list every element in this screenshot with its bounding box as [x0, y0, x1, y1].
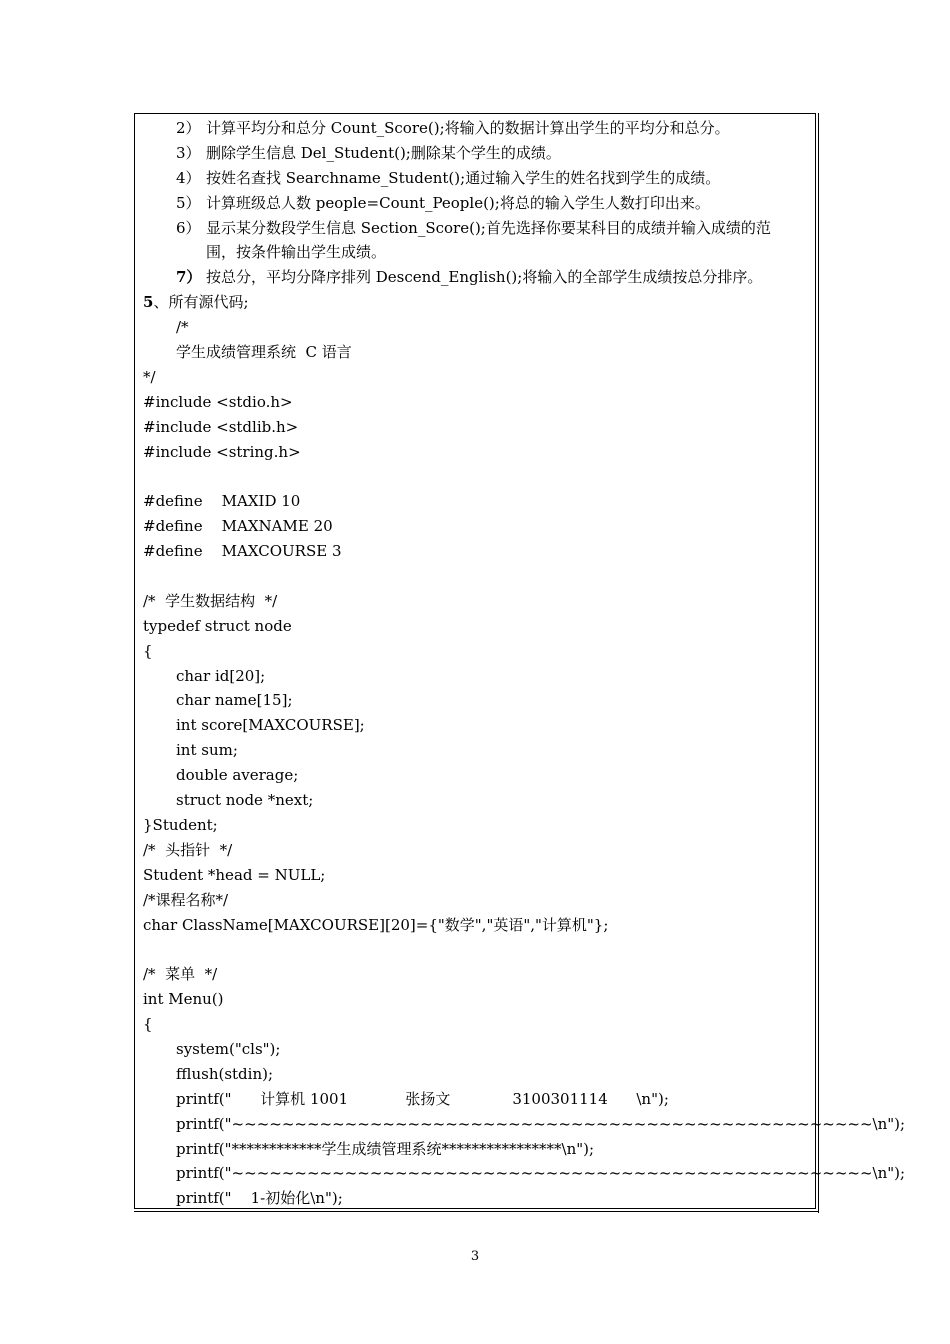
code-line: int Menu() — [143, 990, 224, 1009]
code-line: /*课程名称*/ — [143, 890, 229, 909]
code-line: 学生成绩管理系统 C 语言 — [176, 343, 352, 362]
code-line: }Student; — [143, 815, 218, 834]
code-line: int sum; — [176, 741, 238, 760]
code-line: char name[15]; — [176, 691, 293, 710]
code-line: #include <string.h> — [143, 442, 301, 461]
code-line: /* 头指针 */ — [143, 840, 233, 859]
code-line: #define MAXID 10 — [143, 492, 301, 511]
code-line: int score[MAXCOURSE]; — [176, 716, 365, 735]
code-line: */ — [143, 367, 156, 386]
code-line: /* 菜单 */ — [143, 965, 218, 984]
list-item: 6） 显示某分数段学生信息 Section_Score();首先选择你要某科目的成绩并输入成绩的范 — [176, 218, 771, 237]
code-line: Student *head = NULL; — [143, 865, 326, 884]
code-line: #include <stdio.h> — [143, 392, 293, 411]
section-heading: 5、所有源代码; — [143, 293, 249, 312]
list-item-continuation: 围，按条件输出学生成绩。 — [206, 243, 387, 262]
list-item: 2） 计算平均分和总分 Count_Score();将输入的数据计算出学生的平均分和总分。 — [176, 119, 730, 137]
code-line: printf(" 1-初始化\n"); — [176, 1189, 343, 1208]
code-line: #define MAXNAME 20 — [143, 517, 333, 536]
code-line: printf("************学生成绩管理系统****************\n"); — [176, 1139, 595, 1158]
code-line: struct node *next; — [176, 791, 314, 810]
code-line — [143, 564, 811, 589]
code-line: { — [143, 1015, 153, 1034]
code-line — [143, 464, 811, 489]
list-item: 5） 计算班级总人数 people=Count_People();将总的输入学生人数打印出来。 — [176, 193, 710, 212]
code-line: char id[20]; — [176, 666, 266, 685]
code-line: printf(" 计算机 1001 张扬文 3100301114 \n"); — [176, 1089, 669, 1108]
code-line: /* 学生数据结构 */ — [143, 591, 278, 610]
code-line: /* — [176, 318, 189, 337]
list-item: 7） 按总分，平均分降序排列 Descend_English();将输入的全部学生成绩按总分排序。 — [176, 268, 763, 287]
code-line: { — [143, 641, 153, 660]
code-line: #define MAXCOURSE 3 — [143, 542, 342, 561]
code-line: double average; — [176, 766, 299, 785]
code-line — [143, 937, 811, 962]
code-line: typedef struct node — [143, 616, 292, 635]
border-right-double — [818, 113, 819, 1213]
document-body — [143, 116, 906, 1211]
list-item: 3） 删除学生信息 Del_Student();删除某个学生的成绩。 — [176, 143, 561, 162]
code-line: #include <stdlib.h> — [143, 417, 299, 436]
code-line: printf("~~~~~~~~~~~~~~~~~~~~~~~~~~~~~~~~~~~~~~~~~~~~~~~~~~~\n"); — [176, 1164, 906, 1183]
code-line: printf("~~~~~~~~~~~~~~~~~~~~~~~~~~~~~~~~~~~~~~~~~~~~~~~~~~~\n"); — [176, 1114, 906, 1133]
page-number: 3 — [470, 1249, 480, 1264]
code-line: char ClassName[MAXCOURSE][20]={"数学","英语","计算机"}; — [143, 915, 609, 934]
list-item: 4） 按姓名查找 Searchname_Student();通过输入学生的姓名找到学生的成绩。 — [176, 168, 721, 187]
code-line: system("cls"); — [176, 1039, 281, 1058]
code-line: fflush(stdin); — [176, 1064, 274, 1083]
